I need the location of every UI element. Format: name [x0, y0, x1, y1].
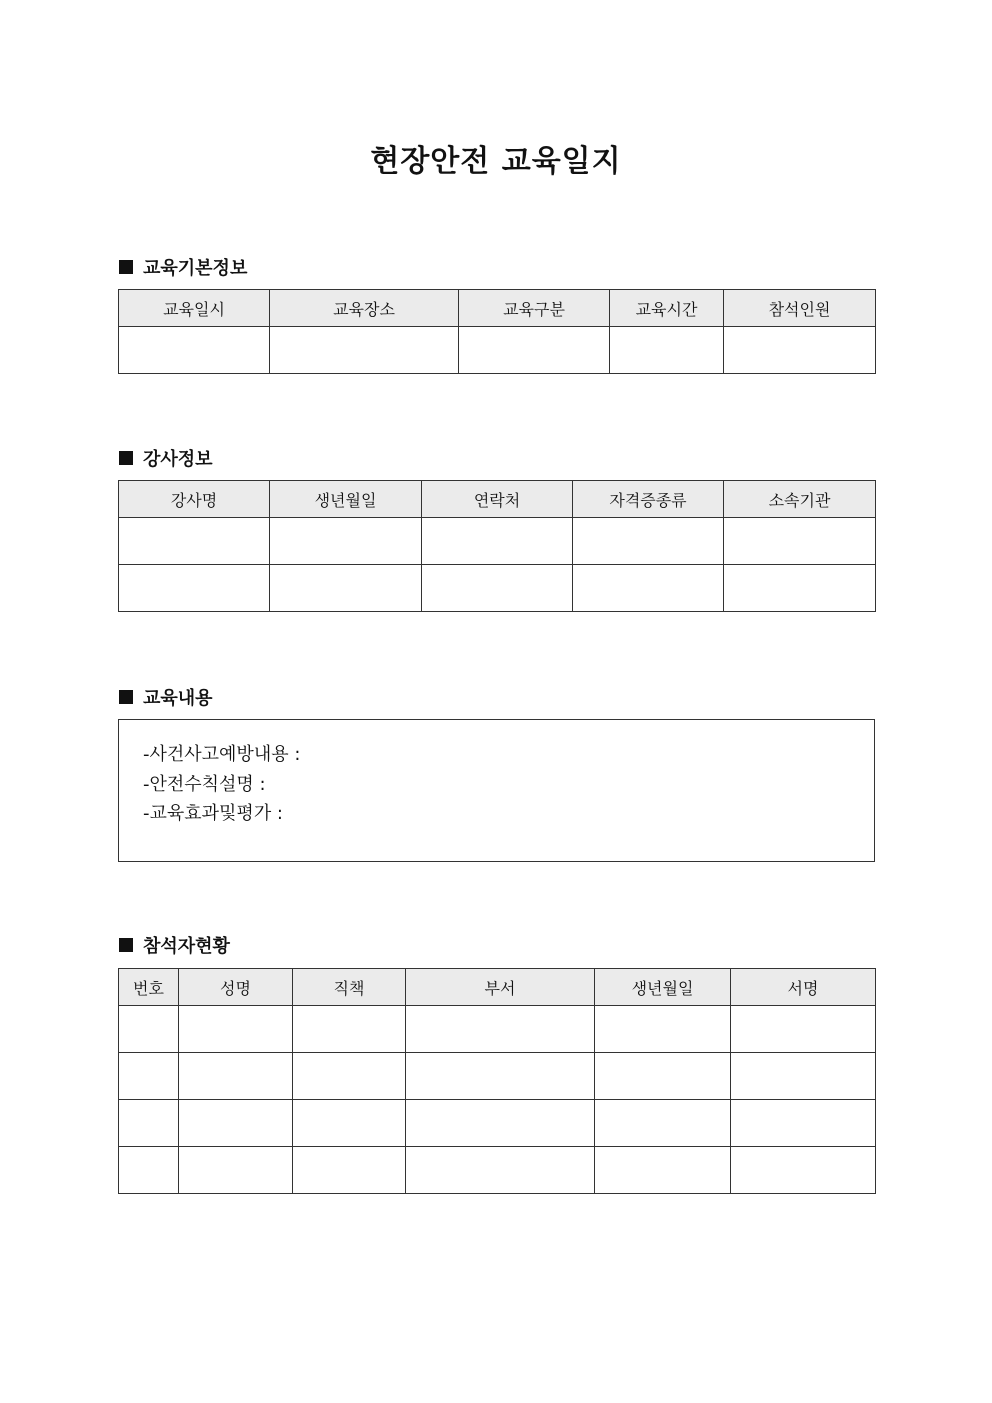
content-line-safety-rules: -안전수칙설명 :: [143, 774, 266, 795]
header-cell: 번호: [119, 969, 179, 1006]
square-bullet-icon: [119, 690, 133, 704]
table-cell[interactable]: [573, 518, 724, 565]
instructor-info-table: [118, 480, 876, 612]
header-cell: 직책: [293, 969, 406, 1006]
table-cell[interactable]: [595, 1147, 731, 1194]
basic-info-table: [118, 289, 876, 374]
table-cell[interactable]: [293, 1053, 406, 1100]
table-cell[interactable]: [610, 327, 724, 374]
table-cell[interactable]: [422, 565, 573, 612]
table-row: [119, 1100, 876, 1147]
header-cell: 생년월일: [270, 481, 422, 518]
table-cell[interactable]: [119, 518, 270, 565]
square-bullet-icon: [119, 260, 133, 274]
table-cell[interactable]: [119, 1147, 179, 1194]
table-cell[interactable]: [179, 1100, 293, 1147]
table-cell[interactable]: [179, 1147, 293, 1194]
table-cell[interactable]: [595, 1053, 731, 1100]
content-line-accident-prevention: -사건사고예방내용 :: [143, 744, 301, 765]
table-cell[interactable]: [270, 565, 422, 612]
page-title: 현장안전 교육일지: [370, 144, 622, 179]
header-cell: 자격증종류: [573, 481, 724, 518]
table-row: [119, 565, 876, 612]
header-cell: 소속기관: [724, 481, 876, 518]
content-line-evaluation: -교육효과및평가 :: [143, 803, 283, 824]
header-cell: 연락처: [422, 481, 573, 518]
table-cell[interactable]: [270, 518, 422, 565]
table-cell[interactable]: [119, 1053, 179, 1100]
table-cell[interactable]: [179, 1006, 293, 1053]
header-cell: 교육일시: [119, 290, 270, 327]
attendees-table: [118, 968, 876, 1194]
header-cell: 참석인원: [724, 290, 876, 327]
table-cell[interactable]: [724, 327, 876, 374]
table-cell[interactable]: [293, 1100, 406, 1147]
table-cell[interactable]: [293, 1147, 406, 1194]
table-cell[interactable]: [459, 327, 610, 374]
table-header-row: [119, 481, 876, 518]
section-heading-attendees: [119, 932, 230, 958]
table-cell[interactable]: [406, 1006, 595, 1053]
content-box[interactable]: [118, 719, 875, 862]
header-cell: 부서: [406, 969, 595, 1006]
table-cell[interactable]: [119, 1006, 179, 1053]
table-row: [119, 1053, 876, 1100]
table-cell[interactable]: [179, 1053, 293, 1100]
table-cell[interactable]: [270, 327, 459, 374]
section-heading-content: [119, 684, 213, 710]
table-cell[interactable]: [595, 1006, 731, 1053]
table-cell[interactable]: [731, 1100, 876, 1147]
square-bullet-icon: [119, 938, 133, 952]
table-cell[interactable]: [119, 327, 270, 374]
section-label: 교육내용: [143, 688, 213, 709]
table-cell[interactable]: [119, 565, 270, 612]
table-cell[interactable]: [724, 518, 876, 565]
table-cell[interactable]: [731, 1147, 876, 1194]
table-header-row: [119, 290, 876, 327]
table-cell[interactable]: [406, 1147, 595, 1194]
table-row: [119, 1147, 876, 1194]
header-cell: 성명: [179, 969, 293, 1006]
table-cell[interactable]: [422, 518, 573, 565]
header-cell: 교육구분: [459, 290, 610, 327]
section-heading-basic-info: [119, 254, 247, 280]
table-cell[interactable]: [406, 1100, 595, 1147]
table-cell[interactable]: [595, 1100, 731, 1147]
table-header-row: [119, 969, 876, 1006]
section-label: 교육기본정보: [143, 258, 248, 279]
header-cell: 생년월일: [595, 969, 731, 1006]
table-cell[interactable]: [406, 1053, 595, 1100]
header-cell: 서명: [731, 969, 876, 1006]
table-row: [119, 518, 876, 565]
header-cell: 교육장소: [270, 290, 459, 327]
table-cell[interactable]: [731, 1006, 876, 1053]
table-cell[interactable]: [293, 1006, 406, 1053]
table-cell[interactable]: [731, 1053, 876, 1100]
square-bullet-icon: [119, 451, 133, 465]
section-label: 강사정보: [143, 449, 213, 470]
table-row: [119, 1006, 876, 1053]
header-cell: 교육시간: [610, 290, 724, 327]
table-row: [119, 327, 876, 374]
header-cell: 강사명: [119, 481, 270, 518]
table-cell[interactable]: [119, 1100, 179, 1147]
table-cell[interactable]: [724, 565, 876, 612]
section-label: 참석자현황: [143, 936, 230, 957]
table-cell[interactable]: [573, 565, 724, 612]
section-heading-instructor-info: [119, 445, 213, 471]
